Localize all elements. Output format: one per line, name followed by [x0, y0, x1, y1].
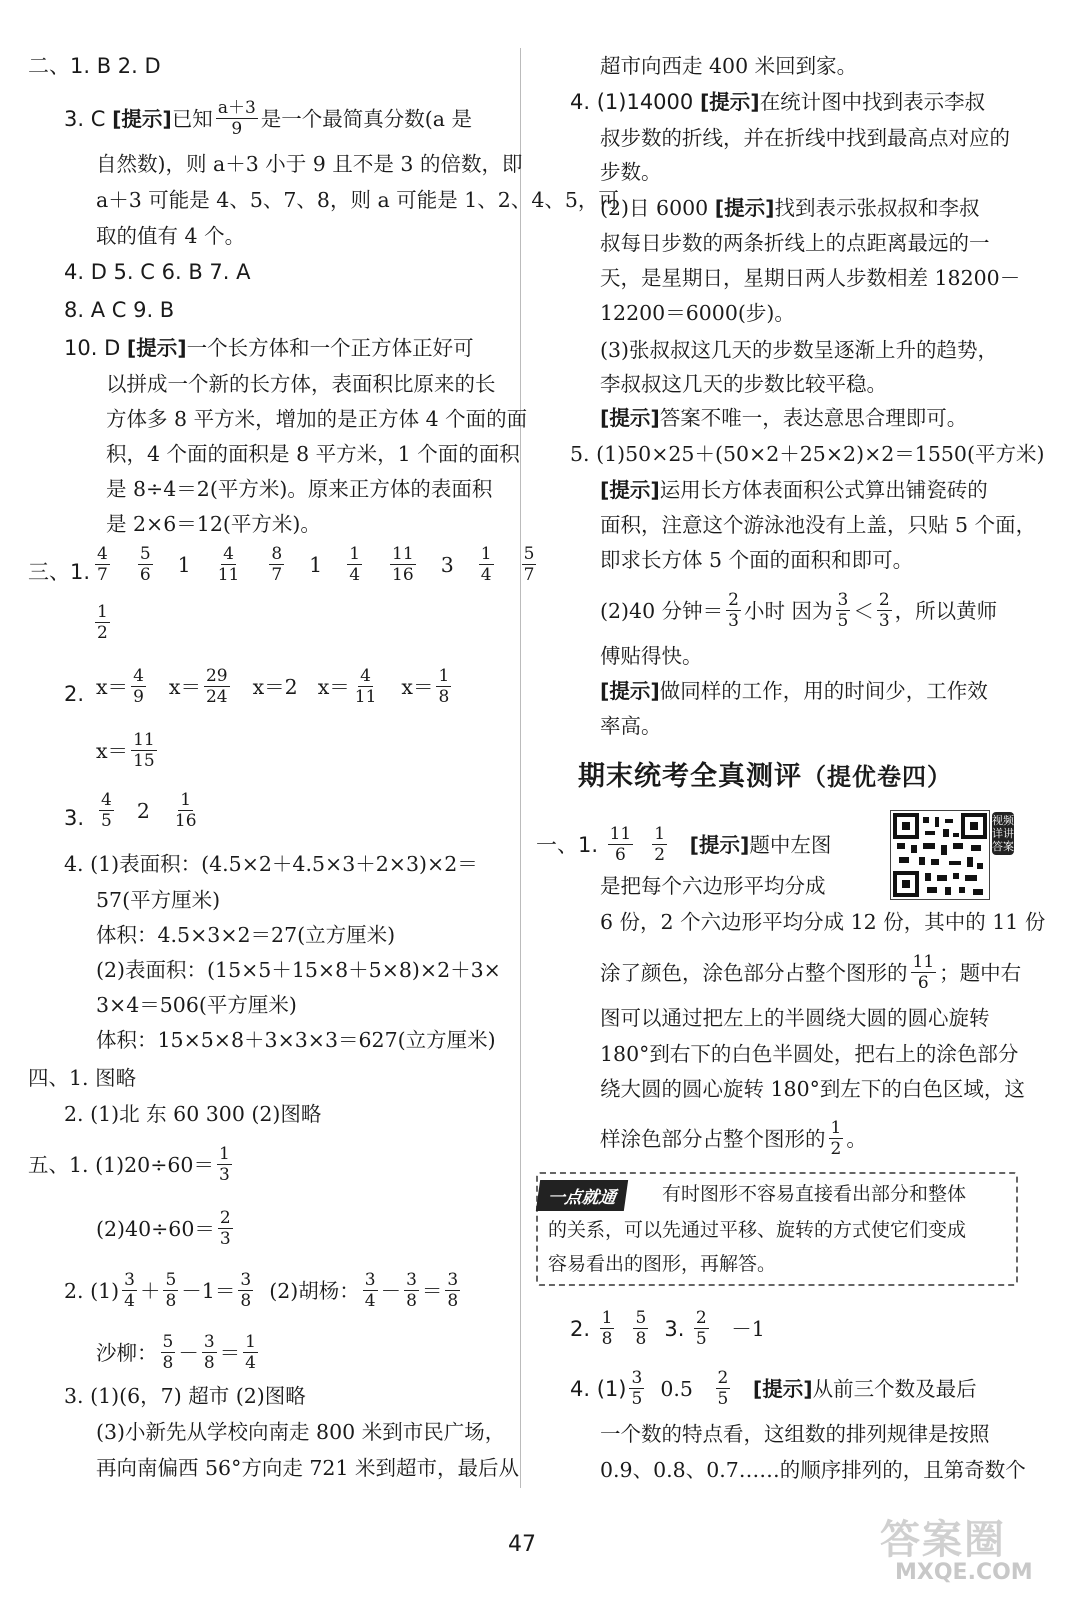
text-line: 超市向西走 400 米回到家。: [600, 54, 858, 78]
text-line: 一个数的特点看，这组数的排列规律是按照: [600, 1422, 990, 1446]
fraction: $\frac{4}{11}$: [354, 666, 377, 707]
value: 2: [136, 799, 150, 823]
answer-r4-1: 4. (1)14000 [提示]在统计图中找到表示李叔: [570, 90, 986, 114]
value: 3: [440, 553, 454, 577]
callout-tag: 一点就通: [536, 1180, 628, 1211]
fraction: $\frac{1}{2}$: [97, 602, 108, 643]
fraction: $\frac{11}{16}$: [392, 544, 414, 585]
section-title: 期末统考全真测评（提优卷四）: [578, 761, 952, 792]
answer-5-2: 2. (1) $\frac{3}{4}$ ＋ $\frac{5}{8}$ －1＝ $\frac{3}{8}$ (2)胡杨： $\frac{3}{4}$ － $\frac{3}{8}$ ＝ $\frac{3}{8}$: [64, 1270, 459, 1311]
section-3-3-label: 3.: [64, 806, 85, 830]
answer-5-1b: (2)40÷60＝ $\frac{2}{3}$: [96, 1208, 231, 1249]
text-line: 再向南偏西 56°方向走 721 米到超市，最后从: [96, 1456, 520, 1480]
fraction: $\frac{1}{4}$: [480, 544, 492, 585]
text-line: 是 2×6＝12(平方米)。: [106, 512, 321, 536]
answer-3-3-row: [96, 792, 222, 833]
answer-3-1-row: [92, 546, 561, 587]
watermark-logo: 答案圈: [880, 1517, 1006, 1563]
answer-3-4: 4. (1)表面积：(4.5×2＋4.5×3＋2×3)×2＝: [64, 852, 478, 876]
fraction: $\frac{5}{6}$: [139, 544, 151, 585]
text-line: 叔每日步数的两条折线上的点距离最远的一: [600, 231, 990, 255]
text-line: 积，4 个面的面积是 8 平方米，1 个面的面积: [106, 442, 520, 466]
callout-line: 的关系，可以先通过平移、旋转的方式使它们变成: [548, 1219, 967, 1241]
value: 1: [309, 553, 323, 577]
answer-2-8-9: 8. A C 9. B: [64, 298, 175, 322]
text-line: 12200＝6000(步)。: [600, 301, 795, 325]
answer-q4: 4. (1) $\frac{3}{5}$ 0.5 $\frac{2}{5}$ [提示]从前三个数及最后: [570, 1368, 977, 1409]
text-line: 180°到右下的白色半圆处，把右上的涂色部分: [600, 1042, 1019, 1066]
answer-5-3: 3. (1)(6，7) 超市 (2)图略: [64, 1384, 306, 1408]
answer-4-1: 四、1. 图略: [28, 1066, 137, 1090]
answer-q2-q3: 2. $\frac{1}{8}$ $\frac{5}{8}$ 3. $\frac{2}{5}$ －1: [570, 1308, 765, 1349]
section-3-2-label: 2.: [64, 682, 85, 706]
answer-r4-2: (2)日 6000 [提示]找到表示张叔叔和李叔: [600, 196, 980, 220]
callout-line: 容易看出的图形，再解答。: [548, 1253, 777, 1275]
text-line: 是 8÷4＝2(平方米)。原来正方体的表面积: [106, 477, 493, 501]
answer-5-2-shaliu: 沙柳： $\frac{5}{8}$ － $\frac{3}{8}$ ＝ $\frac{1}{4}$: [96, 1332, 256, 1373]
callout-line: 有时图形不容易直接看出部分和整体: [662, 1183, 967, 1205]
answer-2-1: 二、1. B 2. D: [28, 54, 161, 78]
value: x＝2: [252, 675, 298, 699]
hint-line: [提示]做同样的工作，用的时间少，工作效: [600, 679, 988, 703]
text-line: 57(平方厘米): [96, 888, 221, 912]
fraction: $\frac{1}{16}$: [174, 790, 197, 831]
fraction: $\frac{29}{24}$: [205, 666, 228, 707]
answer-3-1-last: [92, 604, 113, 645]
section-3-1-label: 三、1.: [28, 560, 91, 584]
text-line: 以拼成一个新的长方体，表面积比原来的长: [106, 372, 496, 396]
text-line: (3)小新先从学校向南走 800 米到市民广场，: [96, 1420, 506, 1444]
qr-label: 视频详讲答案: [992, 814, 1014, 853]
answer-r5-2: (2)40 分钟＝ $\frac{2}{3}$ 小时 因为 $\frac{3}{5}$ ＜ $\frac{2}{3}$ ，所以黄师: [600, 590, 998, 631]
text-line: 即求长方体 5 个面的面积和即可。: [600, 548, 914, 572]
answer-2-3: 3. C [提示]已知 $\frac{a+3}{9}$ 是一个最简真分数(a 是: [64, 98, 473, 139]
answer-2-10: 10. D [提示]一个长方体和一个正方体正好可: [64, 336, 474, 360]
answer-r5-1: 5. (1)50×25＋(50×2＋25×2)×2＝1550(平方米): [570, 442, 1045, 466]
answer-4-2: 2. (1)北 东 60 300 (2)图略: [64, 1102, 322, 1126]
text-line: 天，是星期日，星期日两人步数相差 18200－: [600, 266, 1021, 290]
column-divider: [520, 48, 521, 1488]
fraction: $\frac{1}{8}$: [438, 666, 450, 707]
text-line: 0.9、0.8、0.7……的顺序排列的，且第奇数个: [600, 1458, 1026, 1482]
value: 1: [177, 553, 191, 577]
text-line: 李叔叔这几天的步数比较平稳。: [600, 372, 887, 396]
text-line: 自然数)，则 a＋3 小于 9 且不是 3 的倍数，即: [96, 152, 523, 176]
qr-code[interactable]: [890, 810, 990, 900]
page-number: 47: [508, 1532, 536, 1557]
fraction: $\frac{8}{7}$: [271, 544, 283, 585]
text-line: 方体多 8 平方米，增加的是正方体 4 个面的面: [106, 407, 528, 431]
text-line: 体积：15×5×8＋3×3×3＝627(立方厘米): [96, 1028, 496, 1052]
fraction: $\frac{11}{15}$: [133, 730, 155, 771]
text-line: 绕大圆的圆心旋转 180°到左下的白色区域，这: [600, 1077, 1025, 1101]
answer-2-4-7: 4. D 5. C 6. B 7. A: [64, 260, 251, 284]
text-line: 率高。: [600, 714, 662, 738]
text-line: 3×4＝506(平方厘米): [96, 993, 297, 1017]
text-line: 涂了颜色，涂色部分占整个图形的 $\frac{11}{6}$ ；题中右: [600, 952, 1022, 993]
fraction: $\frac{5}{7}$: [523, 544, 535, 585]
text-line: 面积，注意这个游泳池没有上盖，只贴 5 个面，: [600, 513, 1037, 537]
text-line: 步数。: [600, 160, 662, 184]
text-line: (2)表面积：(15×5＋15×8＋5×8)×2＋3×: [96, 958, 501, 982]
text-line: 傅贴得快。: [600, 644, 703, 668]
text-line: 6 份，2 个六边形平均分成 12 份，其中的 11 份: [600, 910, 1046, 934]
fraction: $\frac{4}{5}$: [101, 790, 112, 831]
hint-line: [提示]运用长方体表面积公式算出铺瓷砖的: [600, 478, 988, 502]
text-line: 图可以通过把左上的半圆绕大圆的圆心旋转: [600, 1006, 990, 1030]
text-line: (3)张叔叔这几天的步数呈逐渐上升的趋势，: [600, 338, 999, 362]
text-line: 是把每个六边形平均分成: [600, 874, 826, 898]
fraction: $\frac{4}{7}$: [97, 544, 108, 585]
text-line: 叔步数的折线，并在折线中找到最高点对应的: [600, 126, 1010, 150]
answer-3-2-row: x＝ $\frac{4}{9}$ x＝ $\frac{29}{24}$ x＝2 x＝ $\frac{4}{11}$ x＝ $\frac{1}{8}$: [96, 666, 450, 707]
fraction: $\frac{4}{11}$: [217, 544, 240, 585]
watermark-url: MXQE.COM: [895, 1560, 1033, 1585]
hint-line: [提示]答案不唯一，表达意思合理即可。: [600, 406, 968, 430]
answer-3-2-last: x＝ $\frac{11}{15}$: [96, 730, 155, 771]
fraction: $\frac{4}{9}$: [133, 666, 144, 707]
answer-q1: 一、1. $\frac{11}{6}$ $\frac{1}{2}$ [提示]题中左图: [536, 824, 832, 865]
fraction: $\frac{1}{4}$: [349, 544, 361, 585]
text-line: 取的值有 4 个。: [96, 224, 246, 248]
answer-5-1a: 五、1. (1)20÷60＝ $\frac{1}{3}$: [28, 1144, 230, 1185]
text-line: 体积：4.5×3×2＝27(立方厘米): [96, 923, 396, 947]
text-line: 样涂色部分占整个图形的 $\frac{1}{2}$ 。: [600, 1118, 867, 1159]
text-line: a＋3 可能是 4、5、7、8，则 a 可能是 1、2、4、5，可: [96, 188, 619, 212]
